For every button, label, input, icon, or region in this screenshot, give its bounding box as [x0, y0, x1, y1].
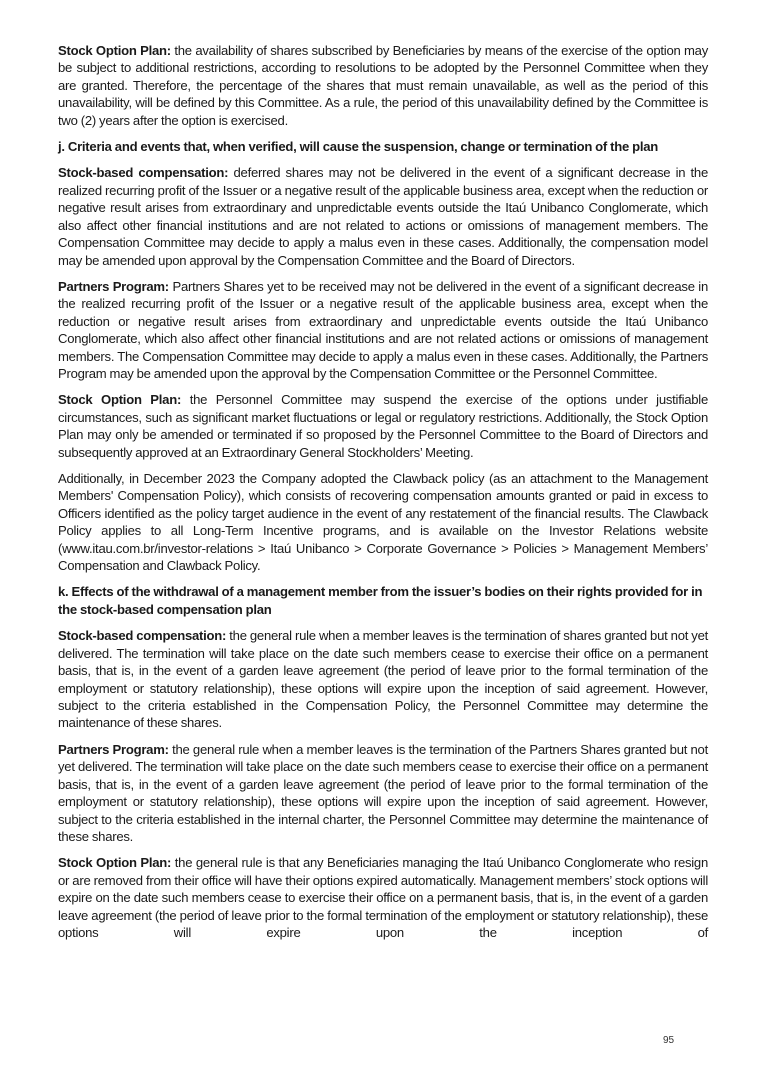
- paragraph-text: the general rule when a member leaves is the termination of shares granted but not yet delivered. The termination will take place on the date such members cease to exercise their office on a permanent basis, that is, in the event of a garden leave agreement (the period of leave prior to the formal termination of the employment or statutory relationship), these options will expire upon the inception of said agreement. However, subject to the criteria established in the Compensation Policy, the Personnel Committee may determine the maintenance of these shares.: [58, 628, 708, 731]
- paragraph-lead: Partners Program:: [58, 278, 169, 294]
- paragraph-lead: Partners Program:: [58, 741, 169, 757]
- paragraph-lead: Stock Option Plan:: [58, 392, 182, 408]
- paragraph-lead: Stock Option Plan:: [58, 855, 172, 871]
- paragraph-text: Partners Shares yet to be received may not be delivered in the event of a significant decrease in the realized recurring profit of the Issuer or a negative result of the applicable business area, except when the reduction or negative result arises from extraordinary and unpredictable events outside the Itaú Unibanco Conglomerate, which also affect other financial institutions and are not related actions or omissions of management members. The Compensation Committee may decide to apply a malus even in these cases. Additionally, the Partners Program may be amended upon the approval by the Compensation Committee or the Personnel Committee.: [58, 278, 708, 382]
- section-heading-j: j. Criteria and events that, when verified, will cause the suspension, change or termination of the plan: [58, 139, 659, 155]
- paragraph-lead: Stock Option Plan:: [58, 43, 171, 58]
- page-number: 95: [663, 1035, 675, 1046]
- paragraph-stock-option-plan-withdrawal: [58, 854, 708, 941]
- section-heading-k: k. Effects of the withdrawal of a management member from the issuer’s bodies on their rights provided for in the stock-based compensation plan: [58, 584, 703, 617]
- paragraph-text: the general rule when a member leaves is the termination of the Partners Shares granted but not yet delivered. The termination will take place on the date such members cease to exercise their office on a permanent basis, that is, in the event of a garden leave agreement (the period of leave prior to the formal termination of the employment or statutory relationship), these options will expire upon the inception of said agreement. However, subject to the criteria established in the internal charter, the Personnel Committee may determine the maintenance of these shares.: [58, 741, 708, 844]
- paragraph-text: the general rule is that any Beneficiaries managing the Itaú Unibanco Conglomerate who resign or are removed from their office will have their options expired automatically. Management members’ stock options will expire on the date such members cease to exercise their office on a permanent basis, that is, in the event of a garden leave agreement (the period of leave prior to the formal termination of the employment or statutory relationship), these options will expire upon the inception of: [58, 855, 708, 941]
- paragraph-partners-program-withdrawal: [58, 741, 708, 846]
- paragraph-stock-option-plan-availability: [58, 42, 708, 129]
- document-page: [58, 42, 708, 950]
- paragraph-text: Additionally, in December 2023 the Company adopted the Clawback policy (as an attachment to the Management Members' Compensation Policy), which consists of recovering compensation amounts granted or paid in excess to Officers identified as the policy target audience in the event of any restatement of the financial results. The Clawback Policy applies to all Long-Term Incentive programs, and is available on the Investor Relations website (www.itau.com.br/investor-relations > Itaú Unibanco > Corporate Governance > Policies > Management Members’ Compensation and Clawback Policy.: [58, 470, 708, 574]
- paragraph-stock-option-plan-suspension: [58, 391, 708, 461]
- paragraph-partners-program-suspension: [58, 278, 708, 383]
- paragraph-text: deferred shares may not be delivered in the event of a significant decrease in the realized recurring profit of the Issuer or a negative result of the applicable business area, except when the reduction or negative result arises from extraordinary and unpredictable events outside the Itaú Unibanco Conglomerate, which also affect other financial institutions and are not related to actions or omissions of management members. The Compensation Committee may decide to apply a malus even in these cases. Additionally, the compensation model may be amended upon approval by the Compensation Committee and the Board of Directors.: [58, 165, 708, 268]
- paragraph-lead: Stock-based compensation:: [58, 628, 227, 644]
- paragraph-lead: Stock-based compensation:: [58, 165, 229, 181]
- paragraph-clawback-policy: [58, 470, 708, 575]
- paragraph-stock-based-compensation-suspension: [58, 164, 708, 269]
- paragraph-stock-based-compensation-withdrawal: [58, 627, 708, 732]
- paragraph-text: the availability of shares subscribed by Beneficiaries by means of the exercise of the option may be subject to additional restrictions, according to resolutions to be adopted by the Personnel Committee when they are granted. Therefore, the percentage of the shares that must remain unavailable, as well as the period of this unavailability, will be defined by this Committee. As a rule, the period of this unavailability defined by the Committee is two (2) years after the option is exercised.: [58, 43, 708, 128]
- paragraph-text: the Personnel Committee may suspend the exercise of the options under justifiable circumstances, such as significant market fluctuations or legal or regulatory restrictions. Additionally, the Stock Option Plan may only be amended or terminated if so proposed by the Personnel Committee to the Board of Directors and subsequently approved at an Extraordinary General Stockholders’ Meeting.: [58, 392, 708, 460]
